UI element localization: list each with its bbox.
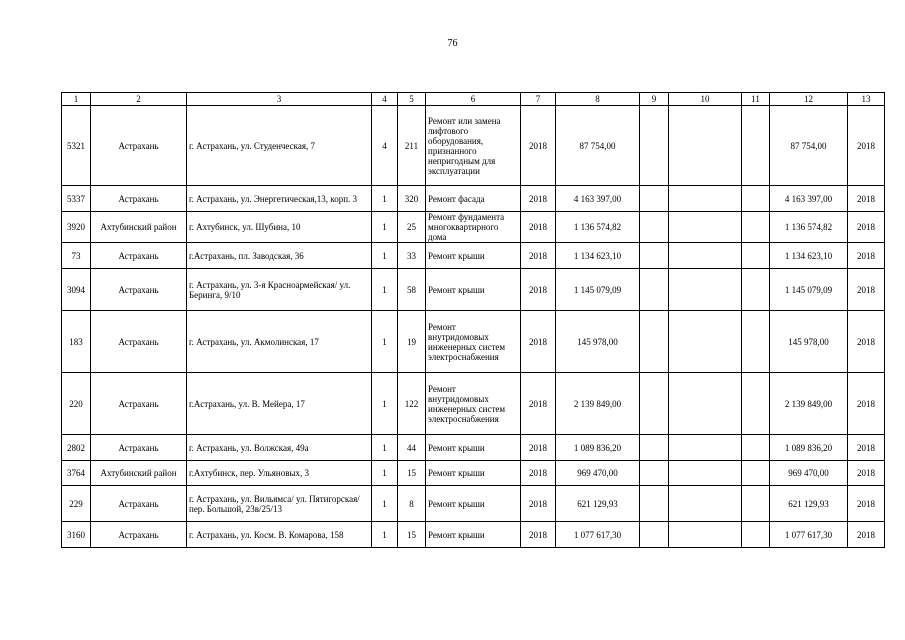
cell-locality: Ахтубинский район (91, 461, 187, 486)
column-header-11: 11 (742, 93, 770, 106)
cell-locality: Астрахань (91, 269, 187, 311)
cell-year: 2018 (521, 311, 556, 373)
cell-year: 2018 (521, 243, 556, 269)
cell-col9 (640, 311, 669, 373)
cell-col5: 33 (398, 243, 426, 269)
cell-address: г. Астрахань, ул. Волжская, 49а (187, 435, 372, 461)
cell-cost: 1 145 079,09 (556, 269, 640, 311)
cell-cost-total: 87 754,00 (770, 106, 848, 186)
cell-id: 220 (62, 373, 91, 435)
cell-cost: 4 163 397,00 (556, 186, 640, 212)
table-row (62, 106, 885, 186)
cell-cost-total: 1 134 623,10 (770, 243, 848, 269)
cell-cost-total: 969 470,00 (770, 461, 848, 486)
cell-locality: Астрахань (91, 186, 187, 212)
cell-col4: 1 (372, 435, 398, 461)
cell-address: г.Астрахань, ул. В. Мейера, 17 (187, 373, 372, 435)
cell-work-type: Ремонт внутридомовых инженерных систем электроснабжения (426, 311, 521, 373)
cell-cost: 145 978,00 (556, 311, 640, 373)
cell-year: 2018 (521, 373, 556, 435)
cell-col9 (640, 106, 669, 186)
cell-col4: 1 (372, 311, 398, 373)
cell-col13: 2018 (848, 186, 885, 212)
cell-work-type: Ремонт крыши (426, 243, 521, 269)
cell-col5: 8 (398, 486, 426, 522)
cell-col9 (640, 373, 669, 435)
column-header-6: 6 (426, 93, 521, 106)
cell-work-type: Ремонт или замена лифтового оборудования, признанного непригодным для эксплуатации (426, 106, 521, 186)
column-header-7: 7 (521, 93, 556, 106)
cell-locality: Астрахань (91, 373, 187, 435)
cell-col13: 2018 (848, 243, 885, 269)
cell-work-type: Ремонт крыши (426, 269, 521, 311)
cell-id: 3094 (62, 269, 91, 311)
table-row (62, 522, 885, 548)
cell-col10 (669, 186, 742, 212)
column-header-2: 2 (91, 93, 187, 106)
cell-col13: 2018 (848, 269, 885, 311)
cell-id: 2802 (62, 435, 91, 461)
cell-cost: 969 470,00 (556, 461, 640, 486)
cell-year: 2018 (521, 212, 556, 243)
cell-id: 3920 (62, 212, 91, 243)
cell-col5: 15 (398, 461, 426, 486)
table-row (62, 269, 885, 311)
cell-col11 (742, 212, 770, 243)
cell-col4: 1 (372, 373, 398, 435)
cell-id: 183 (62, 311, 91, 373)
cell-col10 (669, 311, 742, 373)
cell-col10 (669, 486, 742, 522)
cell-address: г. Астрахань, ул. Акмолинская, 17 (187, 311, 372, 373)
cell-col4: 1 (372, 461, 398, 486)
cell-col11 (742, 311, 770, 373)
cell-col11 (742, 373, 770, 435)
table-row (62, 435, 885, 461)
cell-col11 (742, 269, 770, 311)
table-row (62, 486, 885, 522)
cell-col10 (669, 522, 742, 548)
cell-cost-total: 1 077 617,30 (770, 522, 848, 548)
cell-col11 (742, 435, 770, 461)
cell-col10 (669, 435, 742, 461)
table-row (62, 311, 885, 373)
cell-col4: 1 (372, 243, 398, 269)
cell-locality: Астрахань (91, 106, 187, 186)
cell-cost-total: 1 089 836,20 (770, 435, 848, 461)
cell-cost: 1 089 836,20 (556, 435, 640, 461)
column-header-4: 4 (372, 93, 398, 106)
cell-cost-total: 2 139 849,00 (770, 373, 848, 435)
cell-col11 (742, 243, 770, 269)
cell-locality: Астрахань (91, 486, 187, 522)
cell-col4: 1 (372, 522, 398, 548)
cell-col11 (742, 186, 770, 212)
page-number: 76 (447, 38, 458, 49)
cell-col13: 2018 (848, 461, 885, 486)
cell-year: 2018 (521, 186, 556, 212)
cell-col9 (640, 212, 669, 243)
cell-col13: 2018 (848, 486, 885, 522)
cell-col13: 2018 (848, 106, 885, 186)
column-header-8: 8 (556, 93, 640, 106)
cell-col9 (640, 486, 669, 522)
cell-col13: 2018 (848, 522, 885, 548)
cell-col11 (742, 106, 770, 186)
cell-cost: 1 077 617,30 (556, 522, 640, 548)
repair-program-table (61, 92, 885, 548)
cell-col9 (640, 243, 669, 269)
cell-col5: 19 (398, 311, 426, 373)
table-row (62, 212, 885, 243)
cell-cost-total: 621 129,93 (770, 486, 848, 522)
cell-work-type: Ремонт крыши (426, 522, 521, 548)
cell-address: г. Астрахань, ул. Студенческая, 7 (187, 106, 372, 186)
cell-col9 (640, 522, 669, 548)
cell-col11 (742, 522, 770, 548)
cell-col10 (669, 269, 742, 311)
cell-address: г. Астрахань, ул. 3-я Красноармейская/ ул. Беринга, 9/10 (187, 269, 372, 311)
cell-col9 (640, 269, 669, 311)
table-row (62, 373, 885, 435)
cell-cost: 621 129,93 (556, 486, 640, 522)
cell-col13: 2018 (848, 373, 885, 435)
cell-year: 2018 (521, 106, 556, 186)
header-row (62, 93, 885, 106)
cell-work-type: Ремонт фундамента многоквартирного дома (426, 212, 521, 243)
cell-col10 (669, 106, 742, 186)
cell-col11 (742, 461, 770, 486)
cell-locality: Астрахань (91, 435, 187, 461)
cell-year: 2018 (521, 461, 556, 486)
cell-col10 (669, 461, 742, 486)
cell-id: 229 (62, 486, 91, 522)
cell-id: 73 (62, 243, 91, 269)
cell-col5: 15 (398, 522, 426, 548)
table-row (62, 461, 885, 486)
cell-col4: 1 (372, 269, 398, 311)
cell-year: 2018 (521, 486, 556, 522)
cell-col4: 1 (372, 212, 398, 243)
cell-cost: 87 754,00 (556, 106, 640, 186)
cell-col4: 4 (372, 106, 398, 186)
cell-col11 (742, 486, 770, 522)
cell-cost-total: 145 978,00 (770, 311, 848, 373)
cell-work-type: Ремонт фасада (426, 186, 521, 212)
cell-col10 (669, 373, 742, 435)
cell-id: 3160 (62, 522, 91, 548)
cell-work-type: Ремонт крыши (426, 435, 521, 461)
cell-col10 (669, 243, 742, 269)
column-header-9: 9 (640, 93, 669, 106)
cell-col5: 25 (398, 212, 426, 243)
cell-cost: 1 136 574,82 (556, 212, 640, 243)
cell-year: 2018 (521, 269, 556, 311)
cell-cost-total: 1 145 079,09 (770, 269, 848, 311)
cell-id: 5337 (62, 186, 91, 212)
cell-work-type: Ремонт крыши (426, 486, 521, 522)
column-header-12: 12 (770, 93, 848, 106)
cell-address: г. Астрахань, ул. Вильямса/ ул. Пятигорская/ пер. Большой, 23в/25/13 (187, 486, 372, 522)
table-row (62, 186, 885, 212)
cell-address: г.Ахтубинск, пер. Ульяновых, 3 (187, 461, 372, 486)
cell-cost: 1 134 623,10 (556, 243, 640, 269)
cell-col5: 58 (398, 269, 426, 311)
cell-col9 (640, 186, 669, 212)
cell-address: г. Астрахань, ул. Энергетическая,13, корп. 3 (187, 186, 372, 212)
cell-col13: 2018 (848, 212, 885, 243)
cell-id: 5321 (62, 106, 91, 186)
cell-locality: Астрахань (91, 522, 187, 548)
cell-cost: 2 139 849,00 (556, 373, 640, 435)
cell-locality: Ахтубинский район (91, 212, 187, 243)
cell-col9 (640, 435, 669, 461)
cell-col5: 320 (398, 186, 426, 212)
cell-locality: Астрахань (91, 311, 187, 373)
cell-col13: 2018 (848, 311, 885, 373)
cell-col5: 122 (398, 373, 426, 435)
table-body (62, 93, 885, 548)
column-header-10: 10 (669, 93, 742, 106)
cell-col5: 211 (398, 106, 426, 186)
cell-col13: 2018 (848, 435, 885, 461)
cell-col4: 1 (372, 186, 398, 212)
cell-address: г. Астрахань, ул. Косм. В. Комарова, 158 (187, 522, 372, 548)
cell-col10 (669, 212, 742, 243)
column-header-3: 3 (187, 93, 372, 106)
cell-col9 (640, 461, 669, 486)
cell-col4: 1 (372, 486, 398, 522)
column-header-13: 13 (848, 93, 885, 106)
cell-address: г.Астрахань, пл. Заводская, 36 (187, 243, 372, 269)
cell-year: 2018 (521, 522, 556, 548)
cell-cost-total: 1 136 574,82 (770, 212, 848, 243)
column-header-1: 1 (62, 93, 91, 106)
cell-address: г. Ахтубинск, ул. Шубина, 10 (187, 212, 372, 243)
cell-year: 2018 (521, 435, 556, 461)
cell-work-type: Ремонт внутридомовых инженерных систем электроснабжения (426, 373, 521, 435)
cell-locality: Астрахань (91, 243, 187, 269)
cell-work-type: Ремонт крыши (426, 461, 521, 486)
cell-cost-total: 4 163 397,00 (770, 186, 848, 212)
cell-id: 3764 (62, 461, 91, 486)
cell-col5: 44 (398, 435, 426, 461)
table-row (62, 243, 885, 269)
column-header-5: 5 (398, 93, 426, 106)
